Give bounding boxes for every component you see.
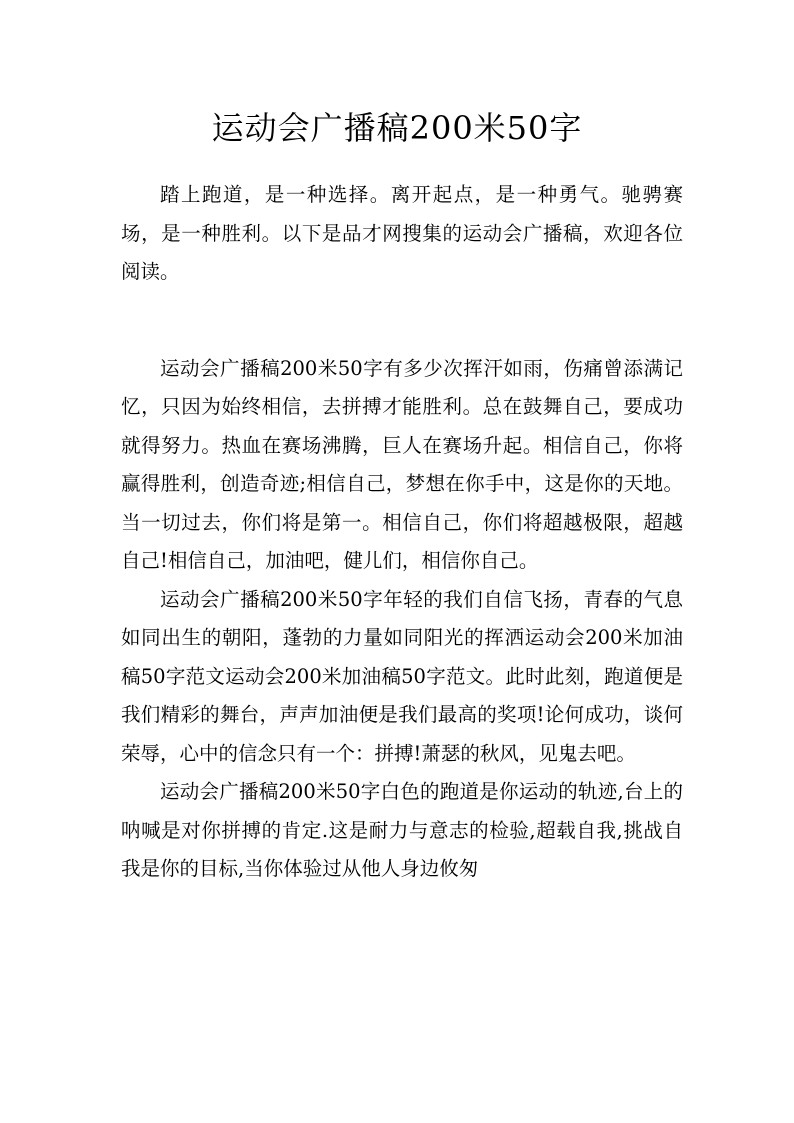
body-paragraph-2: 运动会广播稿200米50字年轻的我们自信飞扬，青春的气息如同出生的朝阳，蓬勃的力量如同阳光的挥洒运动会200米加油稿50字范文运动会200米加油稿50字范文。此时此刻，跑道便是我们精彩的舞台，声声加油便是我们最高的奖项!论何成功，谈何荣辱，心中的信念只有一个：拼搏!萧瑟的秋风，见鬼去吧。	[121, 587, 683, 765]
paragraph-gap	[121, 292, 683, 350]
intro-paragraph: 踏上跑道，是一种选择。离开起点，是一种勇气。驰骋赛场，是一种胜利。以下是品才网搜集的运动会广播稿，欢迎各位阅读。	[121, 183, 683, 283]
body-paragraph-3: 运动会广播稿200米50字白色的跑道是你运动的轨迹,台上的呐喊是对你拼搏的肯定.这是耐力与意志的检验,超载自我,挑战自我是你的目标,当你体验过从他人身边攸匆	[121, 780, 683, 880]
document-title: 运动会广播稿200米50字	[211, 109, 583, 147]
body-paragraph-1: 运动会广播稿200米50字有多少次挥汗如雨，伤痛曾添满记忆，只因为始终相信，去拼搏才能胜利。总在鼓舞自己，要成功就得努力。热血在赛场沸腾，巨人在赛场升起。相信自己，你将赢得胜利，创造奇迹;相信自己，梦想在你手中，这是你的天地。当一切过去，你们将是第一。相信自己，你们将超越极限，超越自己!相信自己，加油吧，健儿们，相信你自己。	[121, 356, 683, 572]
document-body	[121, 176, 683, 889]
